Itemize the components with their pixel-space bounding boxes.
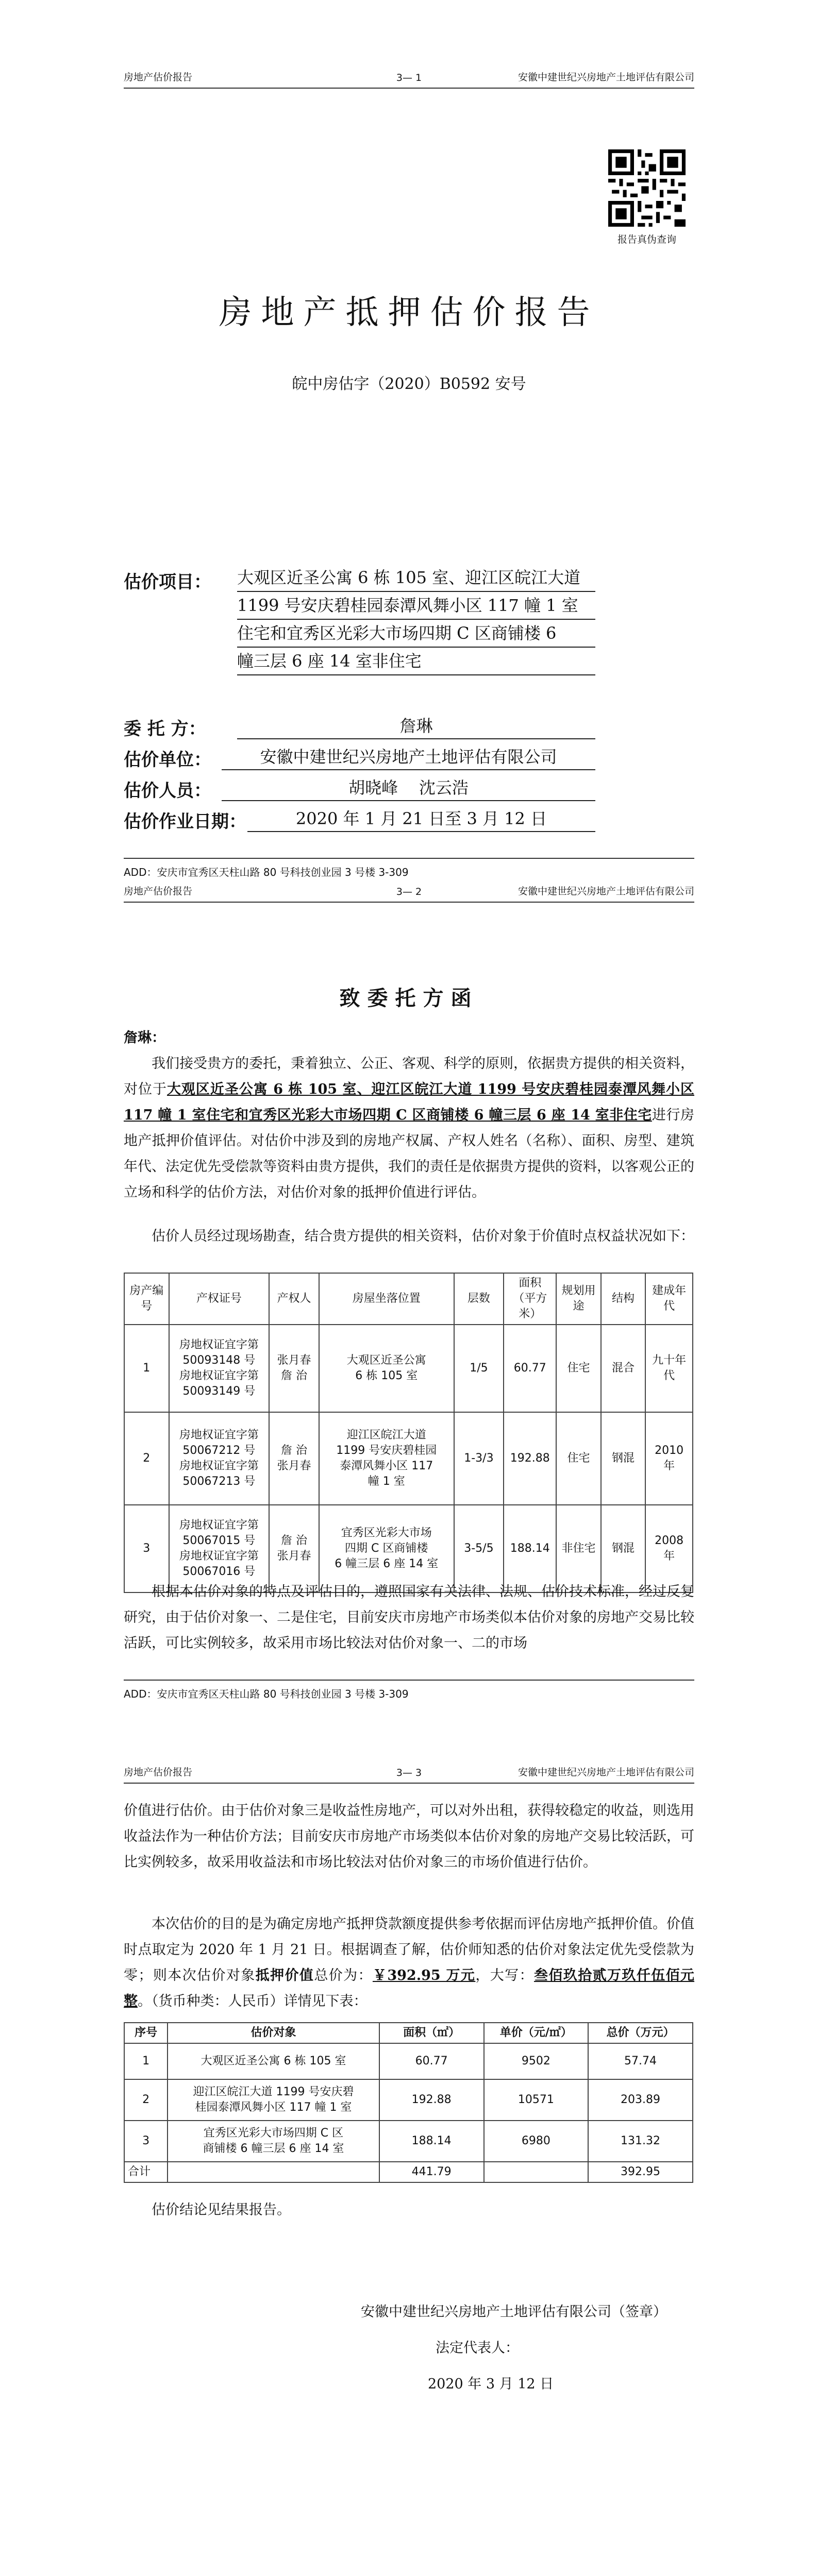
col-header: 面积（平方米） <box>504 1273 556 1325</box>
cell-cert: 房地权证宜字第 50067212 号 房地权证宜字第 50067213 号 <box>169 1412 270 1505</box>
table-sum-row <box>124 2162 693 2182</box>
cell-unit-price: 9502 <box>484 2043 588 2079</box>
sign-representative: 法定代表人： <box>436 2340 519 2356</box>
project-value <box>237 564 595 675</box>
letter-paragraph-2: 估价人员经过现场勘查，结合贵方提供的相关资料，估价对象于价值时点权益状况如下： <box>152 1228 694 1244</box>
page-footer: ADD：安庆市宜秀区天柱山路 80 号科技创业园 3 号楼 3-309 <box>124 858 694 879</box>
cell-no: 3 <box>124 2121 168 2162</box>
page-header <box>124 1762 694 1784</box>
col-header: 面积（㎡） <box>379 2023 484 2043</box>
col-header: 结构 <box>601 1273 646 1325</box>
cell-sum-area: 441.79 <box>379 2162 484 2182</box>
report-number: 皖中房估字（2020）B0592 安号 <box>292 375 526 393</box>
letter-paragraph-6: 估价结论见结果报告。 <box>152 2202 291 2218</box>
header-left: 房地产估价报告 <box>124 72 193 83</box>
cell-structure: 钢混 <box>601 1505 646 1592</box>
cell-area: 188.14 <box>379 2121 484 2162</box>
cell-object: 迎江区皖江大道 1199 号安庆碧 桂园泰潭风舞小区 117 幢 1 室 <box>168 2079 379 2121</box>
col-header: 房屋坐落位置 <box>319 1273 454 1325</box>
header-left: 房地产估价报告 <box>124 886 193 897</box>
cell-structure: 钢混 <box>601 1412 646 1505</box>
cell-empty <box>168 2162 379 2182</box>
header-page-number: 3— 1 <box>396 72 422 83</box>
cell-use: 住宅 <box>556 1325 601 1412</box>
cell-area: 60.77 <box>379 2043 484 2079</box>
cell-no: 2 <box>124 1412 169 1505</box>
table-row <box>124 2079 693 2121</box>
letter-title: 致委托方函 <box>339 987 479 1010</box>
cell-total: 57.74 <box>588 2043 693 2079</box>
table-row <box>124 1325 693 1412</box>
header-company: 安徽中建世纪兴房地产土地评估有限公司 <box>517 1767 694 1778</box>
appraiser-value: 胡晓峰 沈云浩 <box>222 775 595 801</box>
project-line: 大观区近圣公寓 6 栋 105 室、迎江区皖江大道 <box>237 564 595 592</box>
cell-empty <box>484 2162 588 2182</box>
sign-date: 2020 年 3 月 12 日 <box>428 2376 554 2392</box>
col-header: 产权人 <box>269 1273 319 1325</box>
cell-area: 188.14 <box>504 1505 556 1592</box>
cell-object: 宜秀区光彩大市场四期 C 区 商铺楼 6 幢三层 6 座 14 室 <box>168 2121 379 2162</box>
cell-use: 非住宅 <box>556 1505 601 1592</box>
cell-area: 192.88 <box>504 1412 556 1505</box>
cell-unit-price: 6980 <box>484 2121 588 2162</box>
page-3 <box>0 1762 818 2576</box>
letter-paragraph-4: 价值进行估价。由于估价对象三是收益性房地产，可以对外出租，获得较稳定的收益，则选用收益法作为一种估价方法；目前安庆市房地产市场类似本估价对象的房地产交易比较活跃，可比实例较多，故采用收益法和市场比较法对估价对象三的市场价值进行估价。 <box>124 1803 694 1870</box>
cell-location: 大观区近圣公寓 6 栋 105 室 <box>319 1325 454 1412</box>
cell-year: 2010 年 <box>645 1412 693 1505</box>
table-header-row <box>124 1273 693 1325</box>
page-header <box>124 67 694 89</box>
table-row <box>124 2121 693 2162</box>
property-table <box>124 1273 693 1593</box>
date-value: 2020 年 1 月 21 日至 3 月 12 日 <box>247 806 595 832</box>
cell-floor: 3-5/5 <box>454 1505 504 1592</box>
org-value: 安徽中建世纪兴房地产土地评估有限公司 <box>222 744 595 770</box>
project-line: 住宅和宜秀区光彩大市场四期 C 区商铺楼 6 <box>237 620 595 648</box>
appraiser-label: 估价人员： <box>124 781 211 801</box>
cell-no: 1 <box>124 2043 168 2079</box>
cell-area: 60.77 <box>504 1325 556 1412</box>
table-row <box>124 2043 693 2079</box>
header-company: 安徽中建世纪兴房地产土地评估有限公司 <box>517 72 694 83</box>
cell-location: 迎江区皖江大道 1199 号安庆碧桂园 泰潭风舞小区 117 幢 1 室 <box>319 1412 454 1505</box>
cell-floor: 1/5 <box>454 1325 504 1412</box>
cell-no: 3 <box>124 1505 169 1592</box>
header-page-number: 3— 2 <box>396 886 422 897</box>
cell-sum-label: 合计 <box>124 2162 168 2182</box>
property-address: 大观区近圣公寓 6 栋 105 室、迎江区皖江大道 1199 号安庆碧桂园泰潭风舞小区 117 幢 1 室住宅和宜秀区光彩大市场四期 C 区商铺楼 6 幢三层 6 座 14 室非住宅 <box>124 1081 694 1123</box>
cell-structure: 混合 <box>601 1325 646 1412</box>
col-header: 规划用途 <box>556 1273 601 1325</box>
col-header: 产权证号 <box>169 1273 270 1325</box>
cell-total: 203.89 <box>588 2079 693 2121</box>
cell-owner: 张月春 詹 治 <box>269 1325 319 1412</box>
col-header: 序号 <box>124 2023 168 2043</box>
col-header: 单价（元/㎡） <box>484 2023 588 2043</box>
table-header-row <box>124 2023 693 2043</box>
header-company: 安徽中建世纪兴房地产土地评估有限公司 <box>517 886 694 897</box>
letter-paragraph-1: 我们接受贵方的委托，秉着独立、公正、客观、科学的原则，依据贵方提供的相关资料，对位于大观区近圣公寓 6 栋 105 室、迎江区皖江大道 1199 号安庆碧桂园泰潭风舞小区 117 幢 1 室住宅和宜秀区光彩大市场四期 C 区商铺楼 6 幢三层 6 座 14 室非住宅进行房地产抵押价值评估。对估价中涉及到的房地产权属、产权人姓名（名称）、面积、房型、建筑年代、法定优先受偿款等资料由贵方提供，我们的责任是依据贵方提供的资料，以客观公正的立场和科学的估价方法，对估价对象的抵押价值进行评估。 <box>124 1056 694 1200</box>
cell-use: 住宅 <box>556 1412 601 1505</box>
cell-cert: 房地权证宜字第 50093148 号 房地权证宜字第 50093149 号 <box>169 1325 270 1412</box>
qr-code-icon[interactable] <box>608 149 686 227</box>
cell-total: 131.32 <box>588 2121 693 2162</box>
col-header: 总价（万元） <box>588 2023 693 2043</box>
table-row <box>124 1412 693 1505</box>
date-label: 估价作业日期： <box>124 811 246 832</box>
client-value: 詹琳 <box>237 714 595 739</box>
header-left: 房地产估价报告 <box>124 1767 193 1778</box>
page-footer: ADD：安庆市宜秀区天柱山路 80 号科技创业园 3 号楼 3-309 <box>124 1680 694 1701</box>
total-value-words: 叁佰玖拾贰万玖仟伍佰元整 <box>124 1968 695 2009</box>
cell-area: 192.88 <box>379 2079 484 2121</box>
col-header: 层数 <box>454 1273 504 1325</box>
header-page-number: 3— 3 <box>396 1767 422 1778</box>
cell-floor: 1-3/3 <box>454 1412 504 1505</box>
cell-year: 2008 年 <box>645 1505 693 1592</box>
page-2 <box>0 881 818 1798</box>
project-line: 幢三层 6 座 14 室非住宅 <box>237 648 595 675</box>
cell-no: 1 <box>124 1325 169 1412</box>
sign-company: 安徽中建世纪兴房地产土地评估有限公司（签章） <box>361 2304 667 2320</box>
qr-caption: 报告真伪查询 <box>617 234 676 245</box>
page-header <box>124 881 694 903</box>
letter-paragraph-5: 本次估价的目的是为确定房地产抵押贷款额度提供参考依据而评估房地产抵押价值。价值时点取定为 2020 年 1 月 21 日。根据调查了解，估价师知悉的估价对象法定优先受偿款为零；则本次估价对象抵押价值总价为：￥392.95 万元，大写：叁佰玖拾贰万玖仟伍佰元整。（货币种类：人民币）详情见下表： <box>124 1916 695 2009</box>
client-label: 委 托 方： <box>124 719 206 739</box>
cell-unit-price: 10571 <box>484 2079 588 2121</box>
cell-object: 大观区近圣公寓 6 栋 105 室 <box>168 2043 379 2079</box>
col-header: 房产编号 <box>124 1273 169 1325</box>
project-label: 估价项目： <box>124 572 211 592</box>
cell-owner: 詹 治 张月春 <box>269 1505 319 1592</box>
col-header: 建成年代 <box>645 1273 693 1325</box>
cell-no: 2 <box>124 2079 168 2121</box>
cell-cert: 房地权证宜字第 50067015 号 房地权证宜字第 50067016 号 <box>169 1505 270 1592</box>
letter-paragraph-3: 根据本估价对象的特点及评估目的，遵照国家有关法律、法规、估价技术标准，经过反复研究，由于估价对象一、二是住宅，目前安庆市房地产市场类似本估价对象的房地产交易比较活跃，可比实例较多，故采用市场比较法对估价对象一、二的市场 <box>124 1584 694 1651</box>
col-header: 估价对象 <box>168 2023 379 2043</box>
org-label: 估价单位： <box>124 750 211 770</box>
cell-location: 宜秀区光彩大市场 四期 C 区商铺楼 6 幢三层 6 座 14 室 <box>319 1505 454 1592</box>
project-line: 1199 号安庆碧桂园泰潭风舞小区 117 幢 1 室 <box>237 592 595 620</box>
salutation: 詹琳： <box>124 1030 165 1046</box>
cell-year: 九十年代 <box>645 1325 693 1412</box>
cell-sum-total: 392.95 <box>588 2162 693 2182</box>
cell-owner: 詹 治 张月春 <box>269 1412 319 1505</box>
valuation-table <box>124 2022 693 2183</box>
report-title: 房地产抵押估价报告 <box>219 294 599 332</box>
total-value-amount: ￥392.95 万元 <box>372 1968 476 1984</box>
